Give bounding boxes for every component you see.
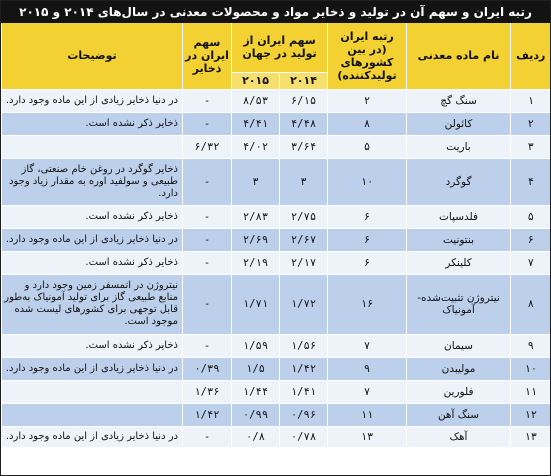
production-2015-cell: ۴/۰۲	[232, 135, 280, 158]
production-2015-cell: ۲/۶۹	[232, 228, 280, 251]
table-row	[2, 135, 551, 158]
row-number-cell: ۵	[511, 205, 551, 228]
table-row	[2, 426, 551, 447]
reserve-share-cell: ۶/۳۲	[183, 135, 232, 158]
production-2014-cell: ۳	[280, 158, 328, 205]
production-2014-cell: ۲/۷۵	[280, 205, 328, 228]
notes-cell: نیتروژن در اتمسفر زمین وجود دارد و منابع طبیعی گاز برای تولید آمونیاک به‌طور قابل توجهی برای کشورهای لیست شده موجود است.	[2, 274, 183, 334]
notes-cell: در دنیا ذخایر زیادی از این ماده وجود دارد.	[2, 89, 183, 112]
table-row	[2, 357, 551, 380]
mineral-name-cell: بنتونیت	[407, 228, 511, 251]
table-row	[2, 380, 551, 403]
notes-cell: ذخایر ذکر نشده است.	[2, 251, 183, 274]
row-number-cell: ۹	[511, 334, 551, 357]
production-2014-cell: ۶/۱۵	[280, 89, 328, 112]
production-2015-cell: ۱/۴۴	[232, 380, 280, 403]
row-number-cell: ۱۲	[511, 403, 551, 426]
table-row	[2, 112, 551, 135]
header-reserve-share: سهم ایران در ذخایر	[183, 23, 232, 89]
mineral-name-cell: آهک	[407, 426, 511, 447]
header-notes: توضیحات	[2, 23, 183, 89]
mineral-name-cell: گوگرد	[407, 158, 511, 205]
mineral-name-cell: کلینکر	[407, 251, 511, 274]
rank-cell: ۸	[328, 112, 407, 135]
rank-cell: ۶	[328, 205, 407, 228]
rank-cell: ۹	[328, 357, 407, 380]
production-2015-cell: ۱/۵۹	[232, 334, 280, 357]
row-number-cell: ۸	[511, 274, 551, 334]
mineral-name-cell: سنگ آهن	[407, 403, 511, 426]
notes-cell: ذخایر گوگرد در روغن خام صنعتی، گاز طبیعی و سولفید اوره به مقدار زیاد وجود دارد.	[2, 158, 183, 205]
production-2015-cell: ۲/۱۹	[232, 251, 280, 274]
rank-cell: ۱۰	[328, 158, 407, 205]
rank-cell: ۶	[328, 228, 407, 251]
reserve-share-cell: -	[183, 274, 232, 334]
header-mineral: نام ماده معدنی	[407, 23, 511, 89]
header-row-number: ردیف	[511, 23, 551, 89]
production-2015-cell: ۴/۴۱	[232, 112, 280, 135]
notes-cell: ذخایر ذکر نشده است.	[2, 112, 183, 135]
reserve-share-cell: ۱/۴۲	[183, 403, 232, 426]
table-body	[2, 89, 551, 447]
rank-cell: ۲	[328, 89, 407, 112]
mineral-name-cell: نیتروژن تثبیت‌شده- آمونیاک	[407, 274, 511, 334]
table-row	[2, 158, 551, 205]
mineral-name-cell: فلورین	[407, 380, 511, 403]
notes-cell	[2, 403, 183, 426]
notes-cell	[2, 135, 183, 158]
header-year-2014: ۲۰۱۴	[280, 72, 328, 89]
reserve-share-cell: -	[183, 251, 232, 274]
table-row	[2, 403, 551, 426]
notes-cell: در دنیا ذخایر زیادی از این ماده وجود دارد.	[2, 228, 183, 251]
table-title: رتبه ایران و سهم آن در تولید و ذخایر مواد و محصولات معدنی در سال‌های ۲۰۱۴ و ۲۰۱۵	[1, 1, 550, 23]
table-row	[2, 228, 551, 251]
rank-cell: ۱۱	[328, 403, 407, 426]
production-2014-cell: ۱/۵۶	[280, 334, 328, 357]
row-number-cell: ۱	[511, 89, 551, 112]
reserve-share-cell: -	[183, 334, 232, 357]
production-2015-cell: ۱/۵	[232, 357, 280, 380]
table-row	[2, 205, 551, 228]
reserve-share-cell: -	[183, 89, 232, 112]
rank-cell: ۵	[328, 135, 407, 158]
production-2014-cell: ۱/۴۲	[280, 357, 328, 380]
header-rank: رتبه ایران (در بین کشورهای تولیدکننده)	[328, 23, 407, 89]
row-number-cell: ۱۰	[511, 357, 551, 380]
notes-cell: ذخایر ذکر نشده است.	[2, 205, 183, 228]
production-2014-cell: ۰/۹۶	[280, 403, 328, 426]
rank-cell: ۷	[328, 380, 407, 403]
header-year-2015: ۲۰۱۵	[232, 72, 280, 89]
reserve-share-cell: ۱/۳۶	[183, 380, 232, 403]
production-2014-cell: ۲/۶۷	[280, 228, 328, 251]
notes-cell: در دنیا ذخایر زیادی از این ماده وجود دارد.	[2, 357, 183, 380]
rank-cell: ۶	[328, 251, 407, 274]
rank-cell: ۱۶	[328, 274, 407, 334]
production-2015-cell: ۱/۷۱	[232, 274, 280, 334]
row-number-cell: ۴	[511, 158, 551, 205]
production-2014-cell: ۳/۶۴	[280, 135, 328, 158]
reserve-share-cell: ۰/۳۹	[183, 357, 232, 380]
production-2014-cell: ۱/۷۲	[280, 274, 328, 334]
mineral-name-cell: فلدسپات	[407, 205, 511, 228]
table-row	[2, 89, 551, 112]
table-row	[2, 274, 551, 334]
reserve-share-cell: -	[183, 228, 232, 251]
row-number-cell: ۷	[511, 251, 551, 274]
reserve-share-cell: -	[183, 112, 232, 135]
notes-cell: ذخایر ذکر نشده است.	[2, 334, 183, 357]
reserve-share-cell: -	[183, 426, 232, 447]
notes-cell: در دنیا ذخایر زیادی از این ماده وجود دارد.	[2, 426, 183, 447]
row-number-cell: ۶	[511, 228, 551, 251]
production-2015-cell: ۰/۹۹	[232, 403, 280, 426]
mineral-name-cell: سیمان	[407, 334, 511, 357]
row-number-cell: ۱۱	[511, 380, 551, 403]
reserve-share-cell: -	[183, 205, 232, 228]
production-2015-cell: ۰/۸	[232, 426, 280, 447]
production-2014-cell: ۱/۴۱	[280, 380, 328, 403]
row-number-cell: ۳	[511, 135, 551, 158]
rank-cell: ۱۳	[328, 426, 407, 447]
minerals-table	[1, 23, 551, 448]
mineral-name-cell: کائولن	[407, 112, 511, 135]
rank-cell: ۷	[328, 334, 407, 357]
production-2015-cell: ۲/۸۳	[232, 205, 280, 228]
production-2014-cell: ۲/۱۷	[280, 251, 328, 274]
production-2015-cell: ۳	[232, 158, 280, 205]
notes-cell	[2, 380, 183, 403]
row-number-cell: ۲	[511, 112, 551, 135]
production-2015-cell: ۸/۵۳	[232, 89, 280, 112]
header-production-share: سهم ایران از تولید در جهان	[232, 23, 328, 72]
mineral-name-cell: سنگ گچ	[407, 89, 511, 112]
row-number-cell: ۱۳	[511, 426, 551, 447]
production-2014-cell: ۴/۴۸	[280, 112, 328, 135]
reserve-share-cell: -	[183, 158, 232, 205]
mineral-name-cell: باریت	[407, 135, 511, 158]
mineral-name-cell: مولیبدن	[407, 357, 511, 380]
production-2014-cell: ۰/۷۸	[280, 426, 328, 447]
table-row	[2, 251, 551, 274]
table-row	[2, 334, 551, 357]
